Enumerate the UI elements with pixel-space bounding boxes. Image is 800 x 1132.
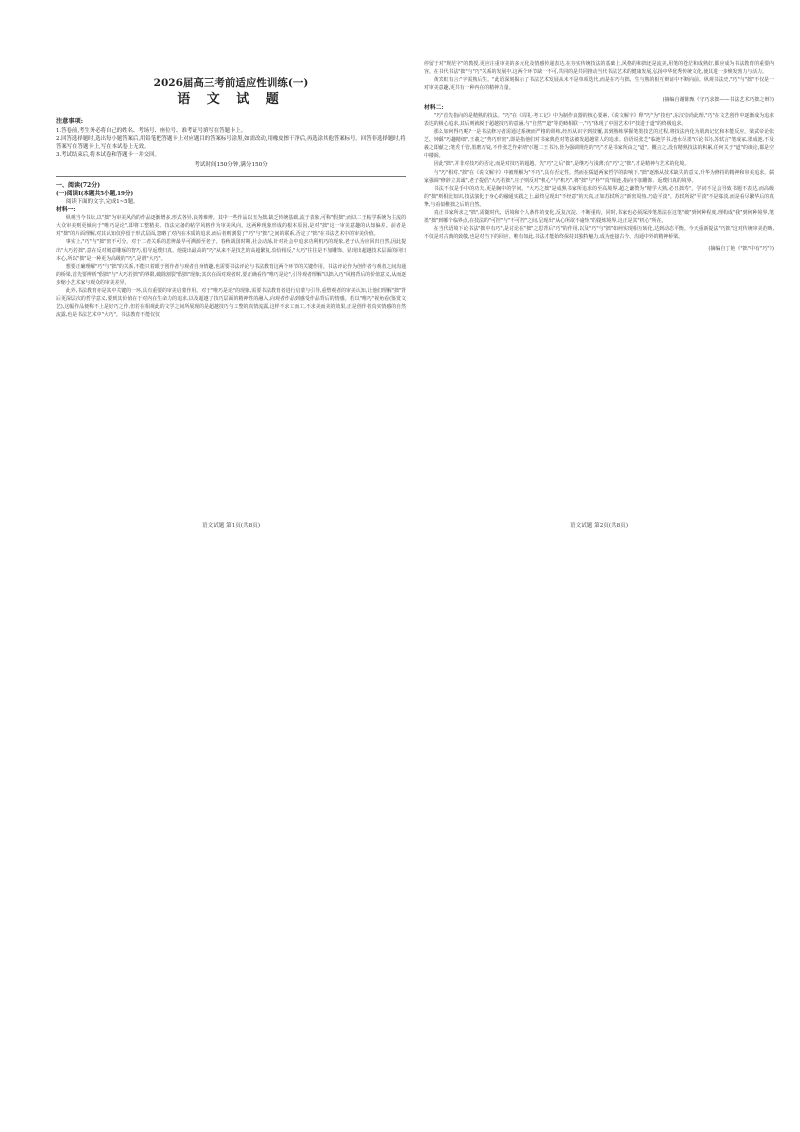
paragraph: 与"巧"相对,"拙"在《说文解字》中被理解为"不巧",具有否定性。然而在儒道两家哲学的影响下,"拙"逐渐从技术缺失的意义,升华为修持的精神和审美追求。儒家强调"修辞立其诚",老子提倡"大巧若拙",庄子则反对"机心"与"机巧",将"拙"与"朴""真"相连,指向不加雕饰、返璞归真的境界。: [424, 169, 774, 184]
subject-title: 语 文 试 题: [177, 92, 285, 107]
source-citation: (摘编自丁艳《"拙"中有"巧"》): [708, 245, 774, 252]
right-page-body: [424, 60, 774, 518]
left-page-body: [56, 60, 406, 518]
left-page: [56, 60, 406, 530]
instruction: 阅读下面的文字,完成1~5题。: [66, 199, 139, 206]
material-heading: 材料二:: [424, 105, 444, 112]
paragraph: 黄宾虹有言:"字需熟后生。"此语深刻揭示了书法艺术发展从未不是单项迭代,而是在巧与拙、生与熟的相互辩证中不断向前。纵观书法史,"巧"与"拙"不仅是一对审美意趣,更共有一种内在的精神力量。: [424, 77, 774, 92]
right-page: [424, 60, 774, 530]
page-footer: 语文试题 第2页(共8页): [569, 523, 628, 529]
source-citation: (摘编自谢陈甄《守巧求拙——书法艺术巧拙之辩》): [662, 97, 774, 104]
paragraph: 此外,书法教育亦是其中关键的一环,具有重要的审美启蒙作用。对于"唯巧是论"的现象,需要书法教育者进行启蒙与引导,重塑观者的审美认知,让他们理解"拙"背后更深层次的哲学意义,要到其价值在于对内在生命力的追求,以及超越了技巧层面的精神性的融入,向观者作品到感受作品背后的情感。若以"唯巧"视角看(鉴赏文艺),这幅作品便称不上是好巧之作,但若在相观此的文学之间所展现的是超越技巧与工整的真情流露,这样不求工而工,不求美而美的效果,正是创作者真实情感的自然流露,也是书法艺术中"大巧"。书法教育不能仅仅: [56, 287, 406, 318]
paragraph: 因此"拙",并非对技巧的否定,而是对技巧的超越。先"巧"之后"拙",是继巧与浅薄;有"巧"之"拙",才是精神与艺术的化境。: [433, 161, 690, 168]
divider: [56, 176, 406, 177]
paragraph: 想要正确理解"巧"与"拙"的关系,不能只着眼于创作者与观者自身情趣,也需要书法评论与书法教育这两个环节的关键作用。书法评论作为创作者与观者之间沟通的桥梁,首先要辨析"假拙"与"大巧若拙"的界限,破除割裂"假拙"现象;其次在面对观者时,要正确看待"唯巧是论",引导观者理解"以拙入巧"风格背后的价值意义,从而逐步缩小艺术家与观众的审美差异。: [56, 263, 406, 286]
notice-item-3: 3.考试结束后,将本试卷和答题卡一并交回。: [56, 152, 160, 159]
notice-item-1: 1.答卷前,考生务必将自己的姓名、考场号、座位号、准考证号填写在答题卡上。: [56, 127, 247, 134]
exam-sheet: [56, 60, 774, 530]
paragraph: 书法不仅是手中的功夫,更是胸中的学问。"大巧之拙"是成熟书家所追求的至高境界,超之谦赞为"精学大熟,必丑拙寿"。学词不足会导致书题不表达,而高级的"拙"则相比知识,技法演化于身心的融通实践之上,最终呈现出"不经意"的天真,正如苏轼所言"新密周热,乃造平淡"。苏轼所说"平淡"不是寡淡,而是看尽繁华后的真挚,与看似稚拙之后的自然。: [424, 185, 774, 208]
exam-title: 2026届高三考前适应性训练(一): [153, 77, 309, 89]
page-footer: 语文试题 第1页(共8页): [201, 523, 260, 529]
paragraph: "巧"首先指向的是精熟的技法。"巧"在《周礼·考工记》中为制作良器的核心要素,《说文解字》释"巧"为"技也",东汉崇尚此理,"巧"在文艺创作中逐渐成为追求表达的极心追求,其后则就脱于超越技巧的意涵,与"自然""道"等范畴相联一,"巧"体现了中国艺术中"技进于道"的终极追求。: [424, 113, 774, 128]
notice-item-2: 2.回答选择题时,选出每小题答案后,用铅笔把答题卡上对应题目的答案标号涂黑,如需改动,用橡皮擦干净后,再选涂其他答案标号。回答非选择题时,将答案写在答题卡上,写在本试卷上无效。: [56, 135, 406, 150]
paragraph: 那么如何得巧呢?一是书法修习者需通过系统而严格的训练,经历从识字到技覆,其到熟练掌握笔墨技艺的过程,将技法内化为肌肉记忆和本能反应。梁武帝论张芝、钟繇"巧趣精细",王羲之"势巧形密",即是指他们对书家典范对笔法被发超越常人的追求。俗语说张芝"临池学书,池水尽墨"(《论书》),苏轼言"笔成冢,墨成池,不及羲之即献之;笔秃千管,墨磨万锭,不作张芝作索靖"(《题二王书》),皆为强调规范的"巧"才是书家所由之"道"。概言之,没有精熟技法的积累,任何关于"道"的谈论,都是空中楼阁。: [424, 129, 774, 160]
section-heading: 一、阅读(72分): [56, 182, 101, 190]
paragraph: 事实上,"巧"与"拙"密不可分。对于二者关系的思辨最早可溯源至老子。春秋战国时期,社会动荡,针对社会中追求功利机巧的现象,老子认为应回归自然,因此提出"大巧若拙",意在反对刻意雕琢的智巧,倡导返璞归真。他提出最高的"巧"从来不是技艺的高超繁复,恰恰相反,"大巧"往往是不加雕饰、显现出超越技术层面的回归本心,所以"拙"是一种更为高级的"巧",是谓"大巧"。: [56, 239, 406, 262]
paragraph: 真正书家所求之"拙",需随时代、语境和个人条件的变化,反复沉淀、不断重构。同时,书家也必须深涉笔墨法在这笔"破"到何种程度,理构成"我"到何种境界,笔墨"拙"到哪个临界点,在技法的"可控"与"不可控"之间,呈现出"从心所欲不逾矩"的提炼境界,这正是其"机心"所在。: [424, 209, 774, 224]
material-heading: 材料一:: [56, 207, 76, 214]
notice-heading: 注意事项:: [56, 118, 84, 125]
sub-section-heading: (一)阅读I(本题共5小题,19分): [56, 191, 134, 198]
exam-time: 考试时间150分钟,满分150分: [194, 162, 268, 169]
paragraph: 在当代语境下论书法"拙中有巧",是讨论在"拙"之思背后"巧"的作用,以及"巧"与"拙"如何实现相互转化,达到动态平衡。今天重新提法"巧拙"这对传统审美范畴,不仅是对古典的致敬,也是对当下的回应。唯有如此,书法才能始终保持其独特魅力,成为连接古今、沟通中外的精神桥梁。: [424, 225, 774, 240]
paragraph: 停留于对"规范字"的教授,更应注重审美的多元化及情感传递表达,在夯实传统技法的基础上,风格的和拙还是流美,用笔的苍茫和成熟好,都应成为书法教育的重要内容。在书代书法"拙"与"巧"关系的发展中,这两个环节缺一不可,共同的是共同推动当代书法艺术的健康发展,弘扬中华优秀传统文化,使其进一步焕发勃力与活力。: [424, 61, 774, 76]
paragraph: 纵观当今书坛,以"拙"为审美风尚的作品逐渐增多,形式各异,良莠难辨。其中一些作品以丑为拙,缺乏传统基础,流于表象,可称"假拙";而以二王帖学系统为主流的大众审美则更倾向于"唯巧是论",即将工整精美、技法完备的帖学风格作为审美风向。这两种现象形成的根本原因,是对"拙"这一审美意趣的认知偏差。前者是对"拙"的片面理解,对其认知仅停留于形式层面,忽略了对内在本质的追求,而后者则割裂了"巧"与"拙"之间的联系,否定了"拙"在书法艺术中的审美价值。: [56, 215, 406, 238]
